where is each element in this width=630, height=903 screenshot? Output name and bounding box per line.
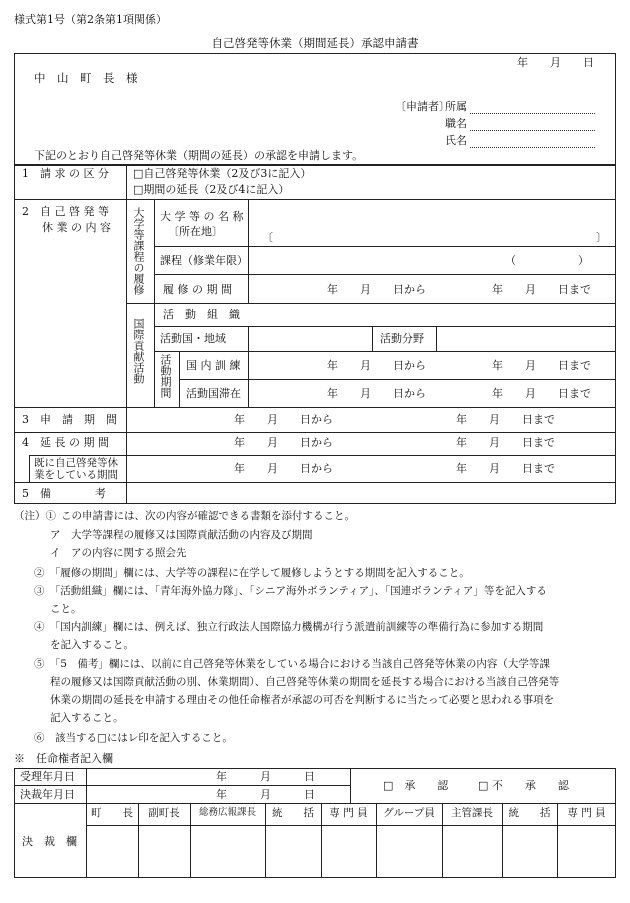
note-4-cont: を記入すること。 [50,639,134,651]
note-3: ③ 「活動組織」欄には、「青年海外協力隊」、「シニア海外ボランティア」、「国連ボランティア」等を記入する [34,585,547,597]
form-number: 様式第1号（第2条第1項関係） [14,13,167,26]
notes-lead: （注）① [14,510,56,522]
seal-cell-deputy-mayor[interactable] [140,828,188,876]
intro-text: 下記のとおり自己啓発等休業（期間の延長）の承認を申請します。 [34,149,364,162]
note-3-cont: こと。 [50,603,82,615]
study-period-to[interactable]: 年 月 日まで [492,283,591,296]
university-course-group-label: 大学等課程の履修 [132,207,145,295]
location-bracket-open: 〔 [262,231,273,244]
domestic-training-from[interactable]: 年 月 日から [327,359,426,372]
existing-leave-label-line2: 業をしている期間 [34,469,118,481]
existing-leave-from[interactable]: 年 月 日から [234,462,333,475]
activity-field-label: 活動分野 [380,332,424,345]
addressee: 中 山 町 長 様 [34,71,138,85]
intl-contribution-group-label: 国際貢献活動 [132,318,145,384]
decided-date-value[interactable]: 年 月 日 [216,788,315,801]
name-field[interactable] [470,147,595,148]
seal-cell-supervisor-2[interactable] [504,828,555,876]
seal-cell-supervisor[interactable] [267,828,319,876]
page-title: 自己啓発等休業（期間延長）承認申請書 [211,36,419,50]
field-label-position: 職名 [445,117,467,130]
note-6: ⑥ 該当する□にはレ印を記入すること。 [34,732,233,744]
disapprove-checkbox[interactable]: □ 不 承 認 [478,779,569,792]
authority-heading: ※ 任命権者記入欄 [14,752,113,765]
role-section-manager: 主管課長 [451,807,493,819]
domestic-training-to[interactable]: 年 月 日まで [492,359,591,372]
study-period-from[interactable]: 年 月 日から [327,283,426,296]
seal-cell-specialist[interactable] [323,828,374,876]
activity-period-group-label: 活動期間 [159,354,172,398]
note-5: ⑤ 「5 備考」欄には、以前に自己啓発等休業をしている場合における当該自己啓発等休業の内容（大学等課 [34,658,550,670]
role-supervisor-2: 統 括 [508,807,551,819]
country-region-label: 活動国・地域 [160,332,226,345]
seal-cell-mayor[interactable] [88,828,136,876]
option-period-extension[interactable]: □期間の延長（2及び4に記入） [133,183,290,196]
seal-cell-specialist-2[interactable] [559,828,614,876]
remarks-field[interactable] [130,486,610,500]
course-label: 課程（修業年限） [160,254,248,267]
university-name-label: 大 学 等 の 名 称 [160,210,244,223]
role-specialist-2: 専 門 員 [567,807,606,819]
stay-abroad-to[interactable]: 年 月 日まで [492,387,591,400]
study-period-label: 履 修 の 期 間 [163,283,232,296]
note-2: ② 「履修の期間」欄には、大学等の課程に在学して履修しようとする期間を記入すること。 [34,567,470,579]
note-1: この申請書には、次の内容が確認できる書類を添付すること。 [61,510,355,522]
note-4: ④ 「国内訓練」欄には、例えば、独立行政法人国際協力機構が行う派遣前訓練等の準備行為に参加する期間 [34,621,544,633]
role-group-member: グループ員 [383,807,435,819]
note-5-cont2: 休業の期間の延長を申請する理由その他任命権者が承認の可否を判断するに当たって必要と思われる事項を [50,694,554,706]
received-date-value[interactable]: 年 月 日 [216,770,315,783]
stay-abroad-from[interactable]: 年 月 日から [327,387,426,400]
section5-label: 5 備 考 [22,487,106,500]
note-5-cont1: 程の履修又は国際貢献活動の別、休業期間）、自己啓発等休業の期間を延長する場合における当該自己啓発等 [50,676,560,688]
university-location-label: 〔所在地〕 [168,225,223,238]
seal-cell-group-member[interactable] [378,828,440,876]
note-1a: ア 大学等課程の履修又は国際貢献活動の内容及び期間 [50,529,313,541]
extension-period-from[interactable]: 年 月 日から [234,436,333,449]
section2-label-line1: 2 自 己 啓 発 等 [22,205,109,218]
existing-leave-label-line1: 既に自己啓発等休 [34,457,118,469]
application-period-to[interactable]: 年 月 日まで [456,413,555,426]
note-1b: イ アの内容に関する照会先 [50,547,187,559]
domestic-training-label: 国 内 訓 練 [186,359,241,372]
organization-label: 活 動 組 織 [163,308,240,321]
option-self-development-leave[interactable]: □自己啓発等休業（2及び3に記入） [133,167,312,180]
application-date[interactable]: 年 月 日 [517,56,594,69]
approve-checkbox[interactable]: □ 承 認 [383,779,449,792]
section3-label: 3 申 請 期 間 [22,413,117,426]
role-supervisor: 統 括 [272,807,314,819]
existing-leave-to[interactable]: 年 月 日まで [456,462,555,475]
section4-label: 4 延 長 の 期 間 [22,436,109,449]
applicant-label: 〔申請者〕 [395,100,450,113]
course-paren-open: （ [505,254,516,267]
role-deputy-mayor: 副町長 [148,807,180,819]
received-date-label: 受理年月日 [20,770,75,783]
seal-cell-section-manager[interactable] [444,828,500,876]
note-5-cont3: 記入すること。 [50,712,124,724]
application-period-from[interactable]: 年 月 日から [234,413,333,426]
affiliation-field[interactable] [470,113,595,114]
field-label-affiliation: 所属 [445,100,467,113]
decided-date-label: 決裁年月日 [20,788,75,801]
section2-label-line2: 休 業 の 内 容 [42,221,111,234]
role-specialist: 専 門 員 [329,807,368,819]
role-mayor: 町 長 [91,807,133,819]
course-paren-close: ） [578,254,589,267]
location-bracket-close: 〕 [596,231,607,244]
field-label-name: 氏名 [445,134,467,147]
decision-column-label: 決 裁 欄 [22,835,77,848]
stay-abroad-label: 活動国滞在 [186,387,241,400]
section1-label: 1 請 求 の 区 分 [22,167,109,180]
position-field[interactable] [470,130,595,131]
role-general-affairs-manager: 総務広報課長 [198,807,256,818]
seal-cell-general-affairs-manager[interactable] [192,828,263,876]
extension-period-to[interactable]: 年 月 日まで [456,436,555,449]
